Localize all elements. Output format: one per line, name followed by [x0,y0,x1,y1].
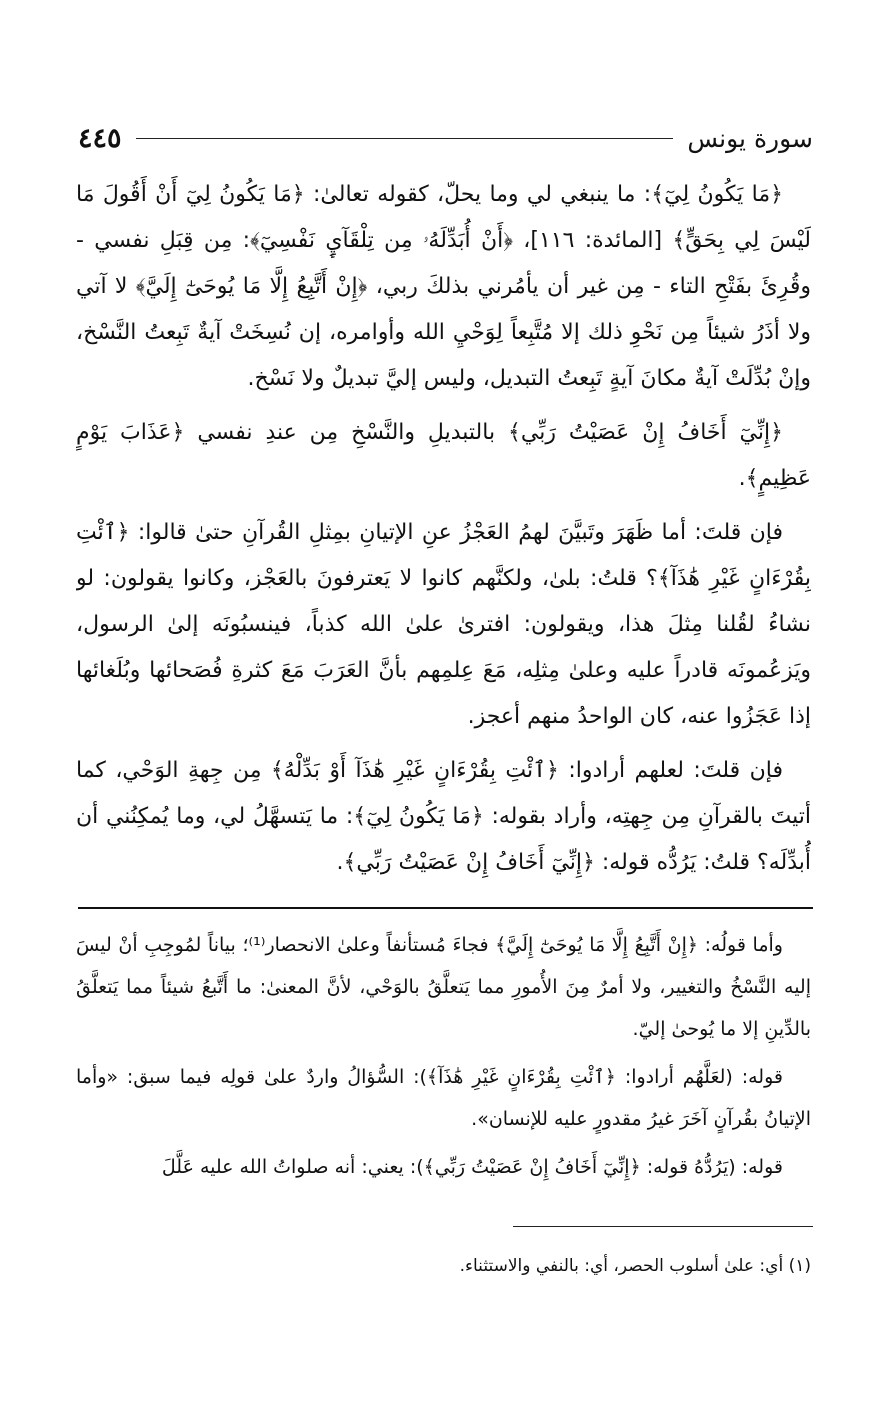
commentary-text [76,924,811,1224]
commentary-paragraph: وأما قولُه: ﴿إِنْ أَتَّبِعُ إِلَّا مَا يُوحَىٰٓ إِلَيَّ﴾ فجاءَ مُستأنفاً وعلىٰ الانحصار⁽¹⁾؛ بياناً لمُوجِبِ أنْ ليسَ إليه النَّسْخُ والتغيير، ولا أمرٌ مِنَ الأُمورِ مما يَتعلَّقُ بالوَحْي، لأنَّ المعنىٰ: ما أَتَّبعُ شيئاً مما يَتعلَّقُ بالدِّينِ إلا ما يُوحىٰ إليّ. [76,934,811,1040]
main-paragraph: فإن قلتَ: أما ظَهَرَ وتَبيَّنَ لهمُ العَجْزُ عنِ الإتيانِ بمِثلِ القُرآنِ حتىٰ قالوا: ﴿ٱئْتِ بِقُرْءَانٍ غَيْرِ هَٰذَآ﴾؟ قلتُ: بلىٰ، ولكنَّهم كانوا لا يَعترفونَ بالعَجْز، وكانوا يقولون: لو نشاءُ لقُلنا مِثلَ هذا، ويقولون: افترىٰ علىٰ الله كذباً، فينسبُونَه إلىٰ الرسول، ويَزعُمونَه قادراً عليه وعلىٰ مِثلِه، مَعَ عِلمِهم بأنَّ العَرَبَ مَعَ كثرةِ فُصَحائها وبُلَغائها إذا عَجَزُوا عنه، كان الواحدُ منهم أعجز. [76,520,811,729]
section-divider [78,907,813,909]
commentary-paragraph: قوله: (لعَلَّهُم أرادوا: ﴿ٱئْتِ بِقُرْءَانٍ غَيْرِ هَٰذَآ﴾): السُّؤالُ واردٌ علىٰ قولِه فيما سبق: «وأما الإتيانُ بقُرآنٍ آخَرَ غيرُ مقدورٍ عليه للإنسان». [76,1066,811,1130]
header-rule [136,138,674,139]
main-paragraph: فإن قلتَ: لعلهم أرادوا: ﴿ٱئْتِ بِقُرْءَانٍ غَيْرِ هَٰذَآ أَوْ بَدِّلْهُ﴾ مِن جِهةِ الوَحْي، كما أتيتَ بالقرآنِ مِن جِهتِه، وأراد بقوله: ﴿مَا يَكُونُ لِيٓ﴾: ما يَتسهَّلُ لي، وما يُمكِنُني أن أُبدِّلَه؟ قلتُ: يَرُدُّه قوله: ﴿إِنِّيٓ أَخَافُ إِنْ عَصَيْتُ رَبِّي﴾. [76,758,811,875]
footnote: (١) أي: علىٰ أسلوب الحصر، أي: بالنفي والاستثناء. [459,1256,811,1276]
page-number: ٤٤٥ [78,122,122,154]
surah-title: سورة يونس [687,123,813,153]
main-paragraph: ﴿إِنِّيٓ أَخَافُ إِنْ عَصَيْتُ رَبِّي﴾ بالتبديلِ والنَّسْخِ مِن عندِ نفسي ﴿عَذَابَ يَوْمٍ عَظِيمٍ﴾. [76,420,811,491]
main-paragraph: ﴿مَا يَكُونُ لِيٓ﴾: ما ينبغي لي وما يحلّ، كقوله تعالىٰ: ﴿مَا يَكُونُ لِيٓ أَنْ أَقُولَ مَا لَيْسَ لِي بِحَقٍّ﴾ [المائدة: ١١٦]، ﴿أَنْ أُبَدِّلَهُۥ مِن تِلْقَآيِٕ نَفْسِيٓ﴾: مِن قِبَلِ نفسي - وقُرِئَ بفَتْحِ التاء - مِن غير أن يأمُرني بذلكَ ربي، ﴿إِنْ أَتَّبِعُ إِلَّا مَا يُوحَىٰٓ إِلَيَّ﴾ لا آتي ولا أذَرُ شيئاً مِن نَحْوِ ذلك إلا مُتَّبِعاً لِوَحْيِ الله وأوامره، إن نُسِخَتْ آيةٌ تَبِعتُ النَّسْخ، وإنْ بُدِّلَتْ آيةٌ مكانَ آيةٍ تَبِعتُ التبديل، وليس إليَّ تبديلٌ ولا نَسْخ. [76,182,811,391]
main-text [76,172,811,894]
page-header [78,118,813,158]
commentary-paragraph: قوله: (يَرُدُّهُ قوله: ﴿إِنِّيٓ أَخَافُ إِنْ عَصَيْتُ رَبِّي﴾): يعني: أنه صلواتُ الله عليه عَلَّلَ [161,1156,783,1178]
footnote-divider [513,1226,813,1227]
